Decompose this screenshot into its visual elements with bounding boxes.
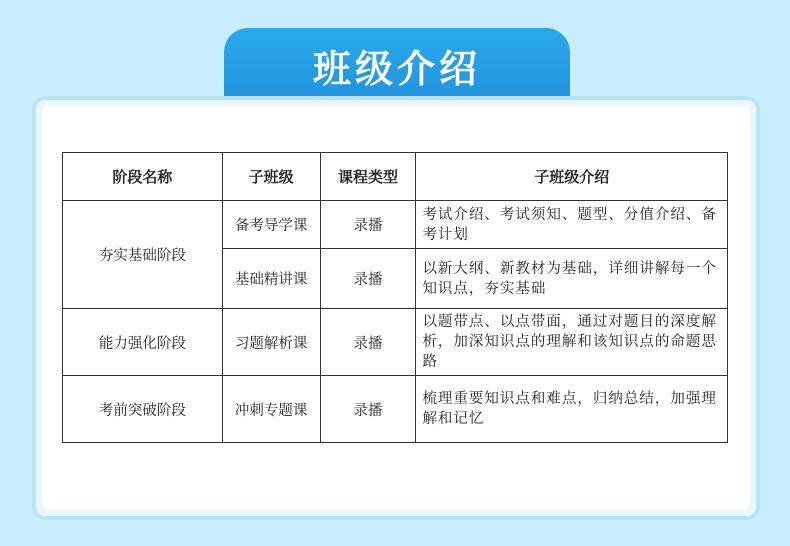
stage-name-cell: 考前突破阶段: [63, 376, 223, 443]
sub-class-cell: 冲刺专题课: [222, 376, 320, 443]
header-course-type: 课程类型: [320, 153, 416, 201]
page-title: 班级介绍: [312, 46, 481, 91]
table-row: [63, 201, 728, 249]
header-sub-class-intro: 子班级介绍: [416, 153, 728, 201]
course-type-cell: 录播: [320, 376, 416, 443]
course-type-cell: 录播: [320, 249, 416, 309]
sub-class-intro-cell: 梳理重要知识点和难点，归纳总结，加强理解和记忆: [416, 376, 728, 443]
course-type-cell: 录播: [320, 309, 416, 376]
sub-class-intro-cell: 以新大纲、新教材为基础，详细讲解每一个知识点，夯实基础: [416, 249, 728, 309]
header-stage-name: 阶段名称: [63, 153, 223, 201]
table-row: [63, 376, 728, 443]
sub-class-cell: 基础精讲课: [222, 249, 320, 309]
table-row: [63, 309, 728, 376]
sub-class-cell: 备考导学课: [222, 201, 320, 249]
class-intro-table: [62, 152, 728, 443]
sub-class-intro-cell: 以题带点、以点带面，通过对题目的深度解析，加深知识点的理解和该知识点的命题思路: [416, 309, 728, 376]
course-type-cell: 录播: [320, 201, 416, 249]
stage-name-cell: 夯实基础阶段: [63, 201, 223, 309]
table-header-row: [63, 153, 728, 201]
header-sub-class: 子班级: [222, 153, 320, 201]
stage-name-cell: 能力强化阶段: [63, 309, 223, 376]
sub-class-intro-cell: 考试介绍、考试须知、题型、分值介绍、备考计划: [416, 201, 728, 249]
sub-class-cell: 习题解析课: [222, 309, 320, 376]
